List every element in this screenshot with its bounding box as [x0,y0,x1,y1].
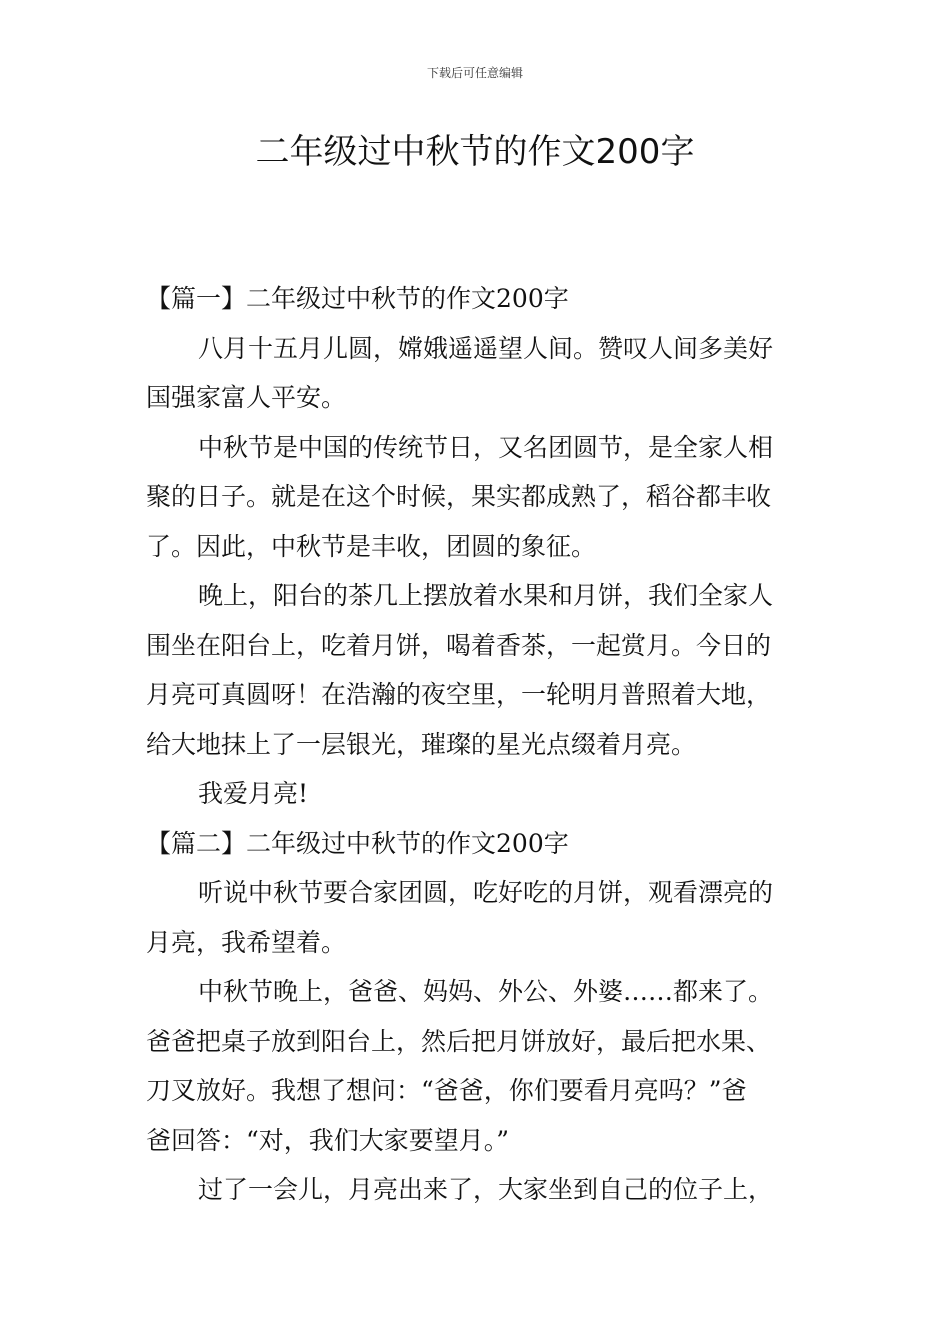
text-line: 听说中秋节要合家团圆，吃好吃的月饼，观看漂亮的 [198,878,774,907]
document-title: 二年级过中秋节的作文200字 [255,132,695,172]
text-line: 爸回答：“对，我们大家要望月。” [146,1125,510,1155]
text-line: 中秋节晚上，爸爸、妈妈、外公、外婆……都来了。 [198,977,774,1006]
text-line: 八月十五月儿圆，嫦娥遥遥望人间。赞叹人间多美好 [198,333,774,363]
text-line: 月亮可真圆呀！在浩瀚的夜空里，一轮明月普照着大地， [146,680,772,709]
header-note: 下载后可任意编辑 [426,66,523,80]
text-line: 【篇一】二年级过中秋节的作文200字 [146,284,569,313]
text-line: 过了一会儿，月亮出来了，大家坐到自己的位子上， [198,1175,774,1204]
text-line: 我爱月亮! [198,779,309,808]
document-body [146,274,812,1215]
text-line: 中秋节是中国的传统节日，又名团圆节，是全家人相 [198,432,774,462]
text-line: 了。因此，中秋节是丰收，团圆的象征。 [146,531,597,561]
text-line: 国强家富人平安。 [146,383,347,412]
text-line: 聚的日子。就是在这个时候，果实都成熟了，稻谷都丰收 [146,482,772,511]
text-line: 月亮，我希望着。 [146,927,347,957]
text-line: 给大地抹上了一层银光，璀璨的星光点缀着月亮。 [146,729,697,759]
text-line: 【篇二】二年级过中秋节的作文200字 [146,828,569,858]
text-line: 爸爸把桌子放到阳台上，然后把月饼放好，最后把水果、 [146,1026,772,1056]
text-line: 围坐在阳台上，吃着月饼，喝着香茶，一起赏月。今日的 [146,630,772,660]
text-line: 晚上，阳台的茶几上摆放着水果和月饼，我们全家人 [198,581,774,610]
text-line: 刀叉放好。我想了想问：“爸爸，你们要看月亮吗？”爸 [146,1076,747,1105]
